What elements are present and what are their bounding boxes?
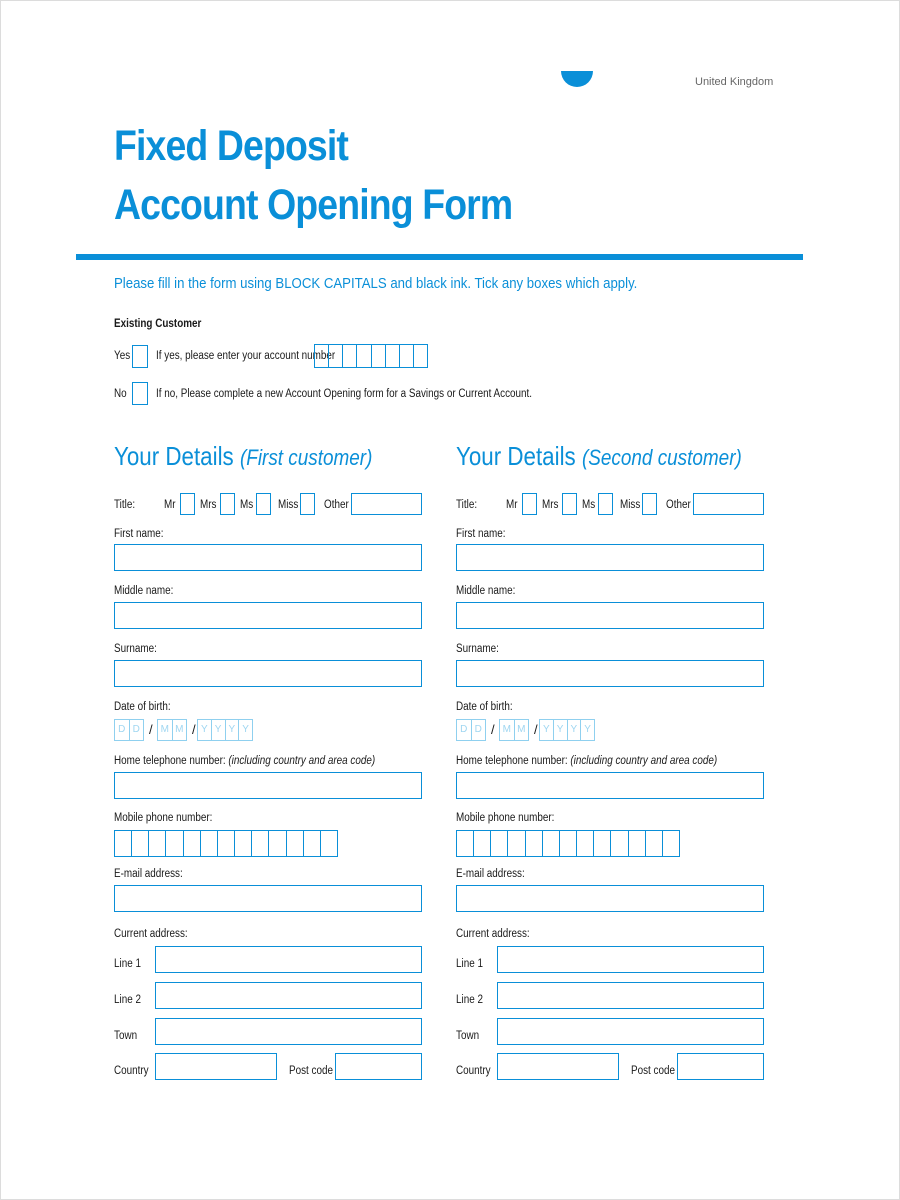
title-line-2: Account Opening Form [114, 181, 513, 229]
dob-day-input[interactable]: D D [114, 719, 144, 741]
middle-name-input[interactable] [114, 602, 422, 629]
ms-checkbox[interactable] [598, 493, 613, 515]
second-customer-section [456, 441, 788, 472]
mobile-input[interactable] [114, 830, 338, 857]
yes-label: Yes [114, 350, 131, 362]
section-title-text: Your Details [114, 441, 234, 471]
miss-label: Miss [620, 499, 641, 511]
postcode-input[interactable] [335, 1053, 422, 1080]
mobile-label: Mobile phone number: [114, 812, 213, 824]
first-name-label: First name: [456, 528, 506, 540]
email-input[interactable] [114, 885, 422, 912]
bank-logo-icon [561, 71, 595, 89]
home-phone-label [114, 755, 375, 767]
dob-year-input[interactable]: Y Y Y Y [197, 719, 253, 741]
mr-label: Mr [164, 499, 176, 511]
line2-label: Line 2 [114, 994, 141, 1006]
address-line2-input[interactable] [497, 982, 764, 1009]
town-input[interactable] [155, 1018, 422, 1045]
dob-day-input[interactable]: D D [456, 719, 486, 741]
yes-checkbox[interactable] [132, 345, 148, 368]
first-name-input[interactable] [114, 544, 422, 571]
town-label: Town [456, 1030, 480, 1042]
town-label: Town [114, 1030, 138, 1042]
dob-label: Date of birth: [114, 701, 171, 713]
surname-input[interactable] [456, 660, 764, 687]
dob-month-input[interactable]: M M [499, 719, 529, 741]
surname-label: Surname: [114, 643, 157, 655]
mr-checkbox[interactable] [522, 493, 537, 515]
dob-year-input[interactable]: Y Y Y Y [539, 719, 595, 741]
mrs-label: Mrs [200, 499, 217, 511]
postcode-label: Post code [631, 1065, 675, 1077]
current-address-label: Current address: [114, 928, 188, 940]
region-text: United Kingdom [695, 76, 774, 88]
no-hint: If no, Please complete a new Account Opening form for a Savings or Current Account. [156, 388, 533, 400]
current-address-label: Current address: [456, 928, 530, 940]
home-phone-input[interactable] [114, 772, 422, 799]
email-label: E-mail address: [114, 868, 183, 880]
country-input[interactable] [155, 1053, 277, 1080]
title-label: Title: [114, 499, 136, 511]
middle-name-label: Middle name: [456, 585, 516, 597]
home-phone-label-text: Home telephone number: [114, 755, 226, 767]
mrs-checkbox[interactable] [220, 493, 235, 515]
title-line-1: Fixed Deposit [114, 122, 348, 170]
country-label: Country [114, 1065, 149, 1077]
dob-separator: / [534, 722, 538, 737]
section-title [456, 441, 742, 472]
dob-separator: / [149, 722, 153, 737]
mr-checkbox[interactable] [180, 493, 195, 515]
middle-name-label: Middle name: [114, 585, 174, 597]
no-checkbox[interactable] [132, 382, 148, 405]
no-label: No [114, 388, 127, 400]
line1-label: Line 1 [456, 958, 483, 970]
home-phone-label-text: Home telephone number: [456, 755, 568, 767]
page-title [114, 117, 512, 235]
middle-name-input[interactable] [456, 602, 764, 629]
ms-label: Ms [582, 499, 596, 511]
yes-hint: If yes, please enter your account number [156, 350, 336, 362]
home-phone-hint: (including country and area code) [570, 755, 718, 767]
dob-month-input[interactable]: M M [157, 719, 187, 741]
mobile-label: Mobile phone number: [456, 812, 555, 824]
mrs-checkbox[interactable] [562, 493, 577, 515]
country-label: Country [456, 1065, 491, 1077]
other-label: Other [666, 499, 691, 511]
other-title-input[interactable] [351, 493, 422, 515]
postcode-label: Post code [289, 1065, 333, 1077]
address-line1-input[interactable] [497, 946, 764, 973]
town-input[interactable] [497, 1018, 764, 1045]
postcode-input[interactable] [677, 1053, 764, 1080]
dob-separator: / [192, 722, 196, 737]
mrs-label: Mrs [542, 499, 559, 511]
ms-checkbox[interactable] [256, 493, 271, 515]
miss-checkbox[interactable] [300, 493, 315, 515]
other-title-input[interactable] [693, 493, 764, 515]
header-rule [76, 254, 803, 260]
email-input[interactable] [456, 885, 764, 912]
home-phone-input[interactable] [456, 772, 764, 799]
country-input[interactable] [497, 1053, 619, 1080]
miss-checkbox[interactable] [642, 493, 657, 515]
title-label: Title: [456, 499, 478, 511]
account-number-input[interactable] [314, 344, 428, 368]
instruction-text: Please fill in the form using BLOCK CAPITALS and black ink. Tick any boxes which apply. [114, 275, 638, 292]
section-subtitle: (First customer) [239, 445, 373, 470]
first-customer-section [114, 441, 414, 472]
first-name-input[interactable] [456, 544, 764, 571]
mr-label: Mr [506, 499, 518, 511]
dob-label: Date of birth: [456, 701, 513, 713]
line2-label: Line 2 [456, 994, 483, 1006]
address-line1-input[interactable] [155, 946, 422, 973]
first-name-label: First name: [114, 528, 164, 540]
section-title-text: Your Details [456, 441, 576, 471]
address-line2-input[interactable] [155, 982, 422, 1009]
section-subtitle: (Second customer) [581, 445, 742, 470]
existing-customer-heading: Existing Customer [114, 318, 202, 330]
ms-label: Ms [240, 499, 254, 511]
surname-label: Surname: [456, 643, 499, 655]
home-phone-label [456, 755, 717, 767]
surname-input[interactable] [114, 660, 422, 687]
dob-separator: / [491, 722, 495, 737]
line1-label: Line 1 [114, 958, 141, 970]
section-title [114, 441, 372, 472]
home-phone-hint: (including country and area code) [228, 755, 376, 767]
other-label: Other [324, 499, 349, 511]
email-label: E-mail address: [456, 868, 525, 880]
miss-label: Miss [278, 499, 299, 511]
mobile-input[interactable] [456, 830, 680, 857]
